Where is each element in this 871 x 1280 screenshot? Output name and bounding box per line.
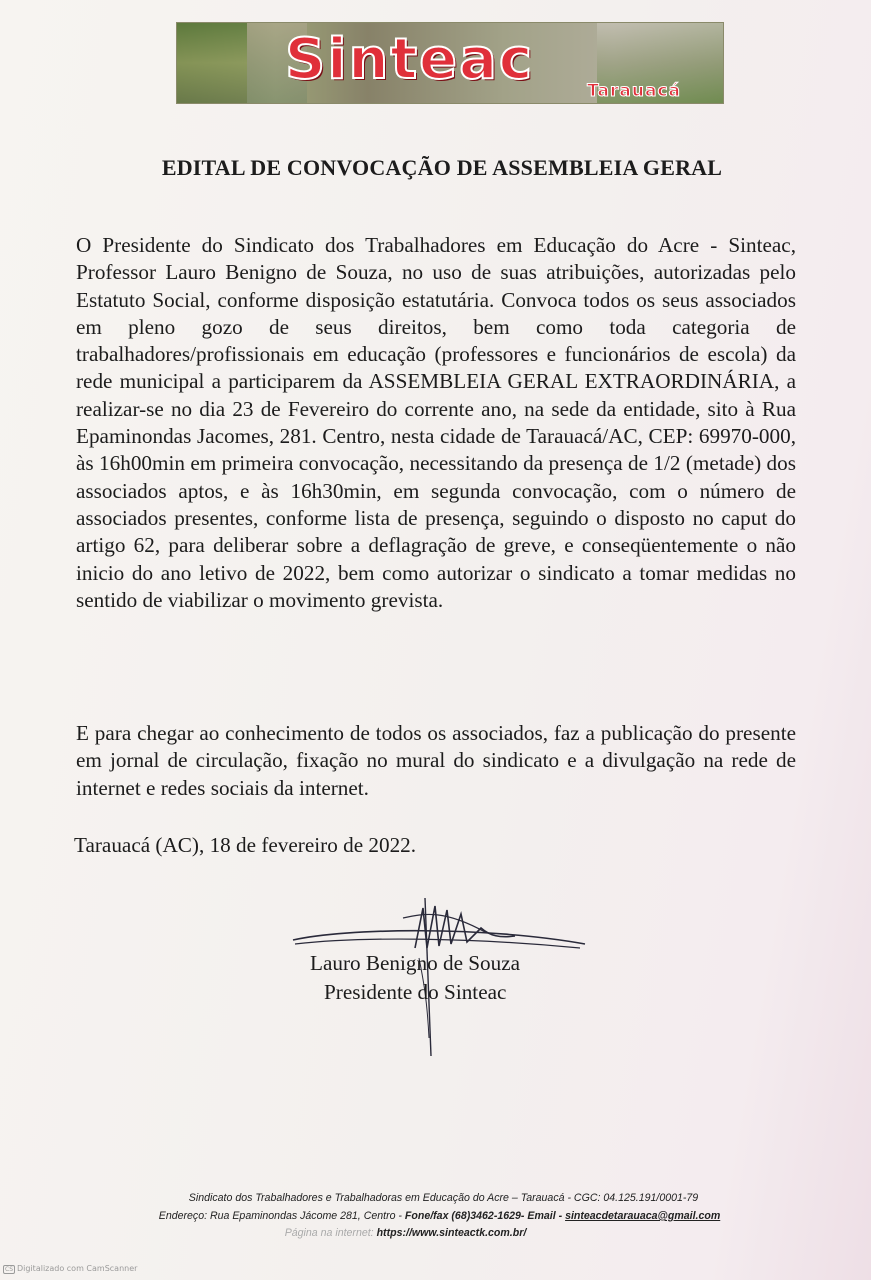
footer-phone: Fone/fax (68)3462-1629- Email - <box>404 1210 566 1222</box>
scanner-watermark-text: Digitalizado com CamScanner <box>17 1264 138 1273</box>
signer-role: Presidente do Sinteac <box>324 980 507 1004</box>
sinteac-header-banner <box>176 22 724 104</box>
footer-union-info: Sindicato dos Trabalhadores e Trabalhadoras em Educação do Acre – Tarauacá - CGC: 04.125.191/0001-79 <box>188 1192 699 1204</box>
camscanner-icon: CS <box>5 1266 13 1273</box>
document-title: EDITAL DE CONVOCAÇÃO DE ASSEMBLEIA GERAL <box>161 155 723 180</box>
footer-address: Endereço: Rua Epaminondas Jácome 281, Centro - <box>158 1210 405 1222</box>
footer-website-link[interactable]: https://www.sinteactk.com.br/ <box>376 1227 527 1239</box>
date-line: Tarauacá (AC), 18 de fevereiro de 2022. <box>74 833 417 857</box>
sinteac-logo-subtext: Tarauacá <box>587 81 681 101</box>
footer-email-link[interactable]: sinteacdetarauaca@gmail.com <box>565 1210 721 1222</box>
banner-photo-left <box>177 23 247 103</box>
convocation-paragraph: O Presidente do Sindicato dos Trabalhadores em Educação do Acre - Sinteac, Professor Lauro Benigno de Souza, no uso de suas atribuições, autorizadas pelo Estatuto Social, conforme disposição estatutária. Convoca todos os seus associados em pleno gozo de seus direitos, bem como toda categoria de trabalhadores/profissionais em educação (professores e funcionários de escola) da rede municipal a participarem da ASSEMBLEIA GERAL EXTRAORDINÁRIA, a realizar-se no dia 23 de Fevereiro do corrente ano, na sede da entidade, sito à Rua Epaminondas Jacomes, 281. Centro, nesta cidade de Tarauacá/AC, CEP: 69970-000, às 16h00min em primeira convocação, necessitando da presença de 1/2 (metade) dos associados aptos, e às 16h30min, em segunda convocação, com o número de associados presentes, conforme lista de presença, seguindo o disposto no caput do artigo 62, para deliberar sobre a deflagração de greve, e conseqüentemente o não inicio do ano letivo de 2022, bem como autorizar o sindicato a tomar medidas no sentido de viabilizar o movimento grevista. <box>76 233 796 612</box>
footer-website-line <box>0 1227 841 1239</box>
footer-website-label: Página na internet: <box>284 1227 377 1239</box>
scanner-watermark <box>3 1264 137 1274</box>
signer-name: Lauro Benigno de Souza <box>310 951 521 975</box>
publication-paragraph: E para chegar ao conhecimento de todos os associados, faz a publicação do presente em jornal de circulação, fixação no mural do sindicato e a divulgação na rede de internet e redes sociais da internet. <box>76 721 796 800</box>
sinteac-logo-text: Sinteac <box>285 27 535 92</box>
footer-contact-line <box>4 1210 871 1222</box>
